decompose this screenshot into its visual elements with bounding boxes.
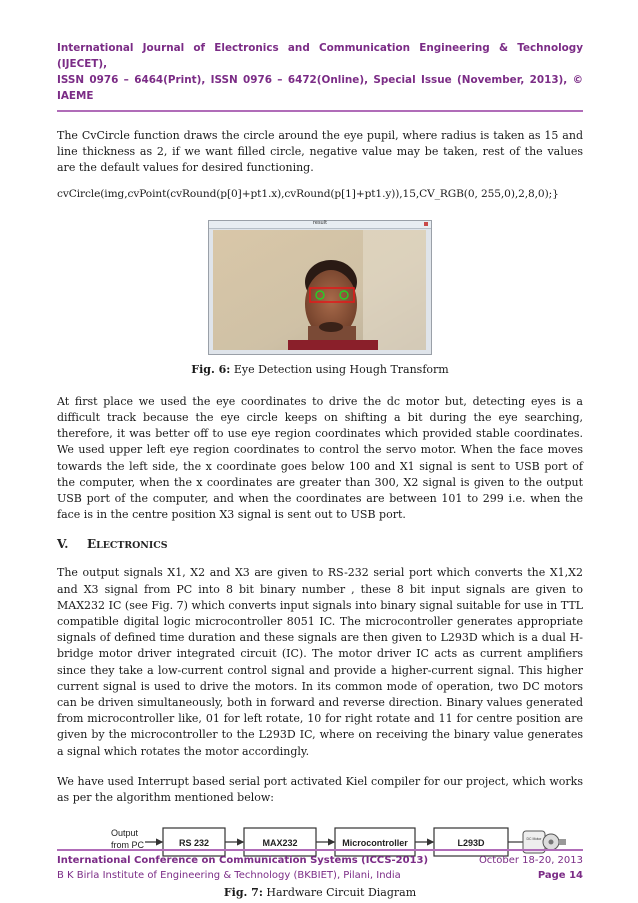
journal-title-line: International Journal of Electronics and Communication Engineering & Technology (IJECET), [57, 42, 583, 70]
face-photo [213, 230, 426, 350]
max232-label: MAX232 [262, 838, 298, 849]
webcam-image [213, 230, 426, 350]
window-title: result [312, 219, 328, 226]
paragraph-eye-coordinates: At first place we used the eye coordinates to drive the dc motor but, detecting eyes is a difficult track because the eye circle keeps on shifting a bit during the eye searching, therefore, it was better off to use eye region coordinates which provided stable coordinates. We used upper left eye region coordinates to control the servo motor. When the face moves towards the left side, the x coordinate goes below 100 and X1 signal is sent to USB port of the computer, when the x coordinates are greater than 300, X2 signal is given to the output USB port of the computer, and when the coordinates are between 101 to 299 i.e. when the face is in the centre position X3 signal is sent out to USB port. [57, 394, 583, 522]
section-title-rest: LECTRONICS [96, 540, 168, 552]
page [57, 40, 583, 899]
footer-conference: International Conference on Communication Systems (ICCS-2013) [57, 855, 429, 866]
section-title-initial: E [87, 537, 97, 552]
dc-motor-label: DC Motor [526, 837, 542, 842]
microcontroller-label: Microcontroller [342, 838, 408, 849]
window-close-icon [424, 222, 428, 226]
paragraph-algorithm-intro: We have used Interrupt based serial port activated Kiel compiler for our project, which works as per the algorithm mentioned below: [57, 774, 583, 805]
journal-issn-line: ISSN 0976 – 6464(Print), ISSN 0976 – 6472(Online), Special Issue (November, 2013), © IAEME [57, 74, 583, 102]
l293d-label: L293D [457, 838, 485, 849]
section-number: V. [57, 537, 69, 552]
footer-institute: B K Birla Institute of Engineering & Technology (BKBIET), Pilani, India [57, 870, 401, 881]
paragraph-cvcircle: The CvCircle function draws the circle around the eye pupil, where radius is taken as 15 and line thickness as 2, if we want filled circle, negative value may be taken, rest of the values are the default values for desired functioning. [57, 129, 583, 175]
fig7-caption [57, 886, 583, 899]
rs232-label: RS 232 [178, 838, 210, 849]
section-heading [57, 537, 583, 551]
fig6-caption [57, 363, 583, 376]
fig7-label: Fig. 7: [223, 886, 263, 900]
diagram-input-label-2: from PC [111, 840, 145, 851]
journal-header [57, 40, 583, 112]
footer-dates: October 18-20, 2013 [478, 855, 583, 866]
diagram-input-label-1: Output [111, 828, 139, 839]
window-titlebar [209, 221, 431, 229]
fig6-text: Eye Detection using Hough Transform [233, 362, 449, 376]
fig7-text: Hardware Circuit Diagram [266, 886, 417, 900]
code-line: cvCircle(img,cvPoint(cvRound(p[0]+pt1.x),cvRound(p[1]+pt1.y)),15,CV_RGB(0, 255,0),2,8,0);} [57, 187, 559, 200]
paragraph-electronics: The output signals X1, X2 and X3 are given to RS-232 serial port which converts the X1,X2 and X3 signal from PC into 8 bit binary number , these 8 bit input signals are given to MAX232 IC (see Fig. 7) which converts input signals into binary signal suitable for use in TTL compatible digital logic microcontroller 8051 IC. The microcontroller generates appropriate signals of defined time duration and these signals are then given to L293D which is a dual H-bridge motor driver integrated circuit (IC). The motor driver IC acts as current amplifiers since they take a low-current control signal and provide a higher-current signal. This higher current signal is used to drive the motors. In its common mode of operation, two DC motors can be driven simultaneously, both in forward and reverse direction. Binary values generated from microcontroller like, 01 for left rotate, 10 for right rotate and 11 for centre position are given by the microcontroller to the L293D IC, where on receiving the binary value generates a signal which rotates the motor accordingly. [57, 566, 583, 758]
fig6-label: Fig. 6: [191, 362, 231, 376]
eye-detection-window [208, 220, 432, 355]
page-footer [57, 849, 583, 883]
footer-page-number: Page 14 [537, 870, 583, 881]
